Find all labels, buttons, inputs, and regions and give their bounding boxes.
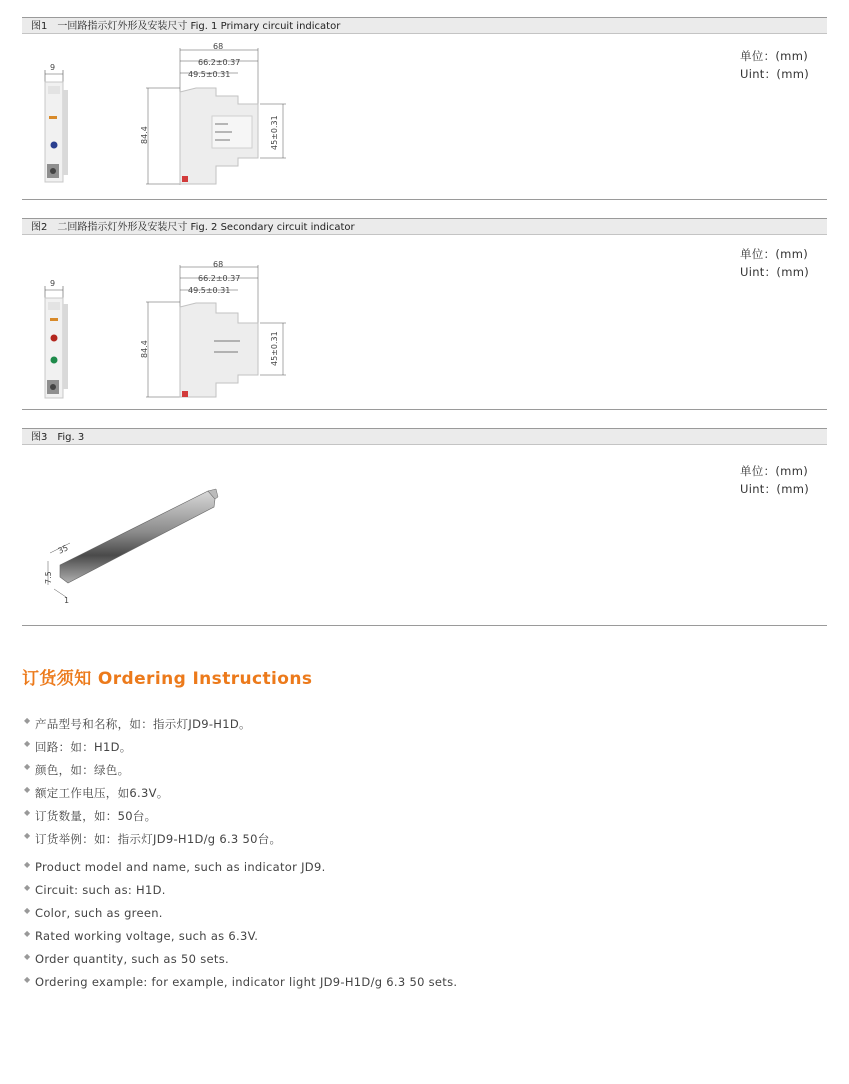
list-item: ◆ Rated working voltage, such as 6.3V.	[24, 929, 259, 943]
bullet-icon: ◆	[24, 808, 31, 817]
list-item: ◆ Color, such as green.	[24, 906, 163, 920]
din-rail-drawing	[40, 485, 230, 610]
fig1-dim-width-inner: 49.5±0.31	[188, 70, 231, 79]
fig2-unit-cn: 单位：(mm)	[740, 247, 808, 261]
fig2-unit-en: Uint：(mm)	[740, 265, 809, 279]
list-item: ◆ 额定工作电压，如6.3V。	[24, 785, 169, 800]
fig3-unit-cn: 单位：(mm)	[740, 464, 808, 478]
bullet-icon: ◆	[24, 906, 31, 915]
list-item: ◆ Ordering example: for example, indicator light JD9-H1D/g 6.3 50 sets.	[24, 975, 458, 989]
bullet-icon: ◆	[24, 883, 31, 892]
fig3-header	[22, 428, 827, 445]
list-item: ◆ Product model and name, such as indicator JD9.	[24, 860, 326, 874]
fig2-product-photo	[38, 282, 78, 407]
list-item: ◆ Order quantity, such as 50 sets.	[24, 952, 229, 966]
fig1-product-photo	[38, 60, 78, 190]
bullet-icon: ◆	[24, 762, 31, 771]
fig2-header	[22, 218, 827, 235]
din-rail-dim-top: 35	[56, 543, 70, 556]
din-rail-dim-height: 7.5	[44, 571, 53, 584]
fig1-unit-en: Uint：(mm)	[740, 67, 809, 81]
fig1-bottom-rule	[22, 199, 827, 200]
bullet-icon: ◆	[24, 831, 31, 840]
list-item: ◆ 颜色，如：绿色。	[24, 762, 130, 777]
ordering-cn-list	[24, 716, 281, 854]
list-item: ◆ 订货举例：如：指示灯JD9-H1D/g 6.3 50台。	[24, 831, 282, 846]
fig3-header-text: 图3 Fig. 3	[31, 432, 85, 443]
ordering-en-list	[24, 860, 457, 998]
ordering-title: 订货须知 Ordering Instructions	[22, 669, 313, 689]
bullet-icon: ◆	[24, 929, 31, 938]
list-item: ◆ Circuit: such as: H1D.	[24, 883, 166, 897]
bullet-icon: ◆	[24, 952, 31, 961]
fig2-dim-module: 9	[50, 279, 56, 288]
fig3-bottom-rule	[22, 625, 827, 626]
fig1-dim-height: 84.4	[140, 126, 149, 144]
fig1-unit-cn: 单位：(mm)	[740, 49, 808, 63]
fig1-header	[22, 17, 827, 34]
list-item: ◆ 订货数量，如：50台。	[24, 808, 157, 823]
list-item: ◆ 产品型号和名称，如：指示灯JD9-H1D。	[24, 716, 251, 731]
fig2-dim-width-inner: 49.5±0.31	[188, 286, 231, 295]
fig2-header-text: 图2 二回路指示灯外形及安装尺寸 Fig. 2 Secondary circuit indicator	[31, 222, 355, 233]
fig2-dim-width-mid: 66.2±0.37	[198, 274, 241, 283]
fig1-header-text: 图1 一回路指示灯外形及安装尺寸 Fig. 1 Primary circuit indicator	[31, 21, 341, 32]
bullet-icon: ◆	[24, 716, 31, 725]
fig2-bottom-rule	[22, 409, 827, 410]
bullet-icon: ◆	[24, 860, 31, 869]
fig1-dim-module: 9	[50, 63, 56, 72]
bullet-icon: ◆	[24, 739, 31, 748]
din-rail-dim-bottom: 1	[64, 596, 70, 605]
bullet-icon: ◆	[24, 975, 31, 984]
fig3-unit-en: Uint：(mm)	[740, 482, 809, 496]
fig1-dim-width-mid: 66.2±0.37	[198, 58, 241, 67]
fig2-dim-rail-height: 45±0.31	[270, 331, 279, 366]
fig2-dim-height: 84.4	[140, 340, 149, 358]
fig2-dim-width-total: 68	[213, 260, 224, 269]
list-item: ◆ 回路：如：H1D。	[24, 739, 132, 754]
bullet-icon: ◆	[24, 785, 31, 794]
fig1-dim-rail-height: 45±0.31	[270, 115, 279, 150]
fig1-dim-width-total: 68	[213, 42, 224, 51]
